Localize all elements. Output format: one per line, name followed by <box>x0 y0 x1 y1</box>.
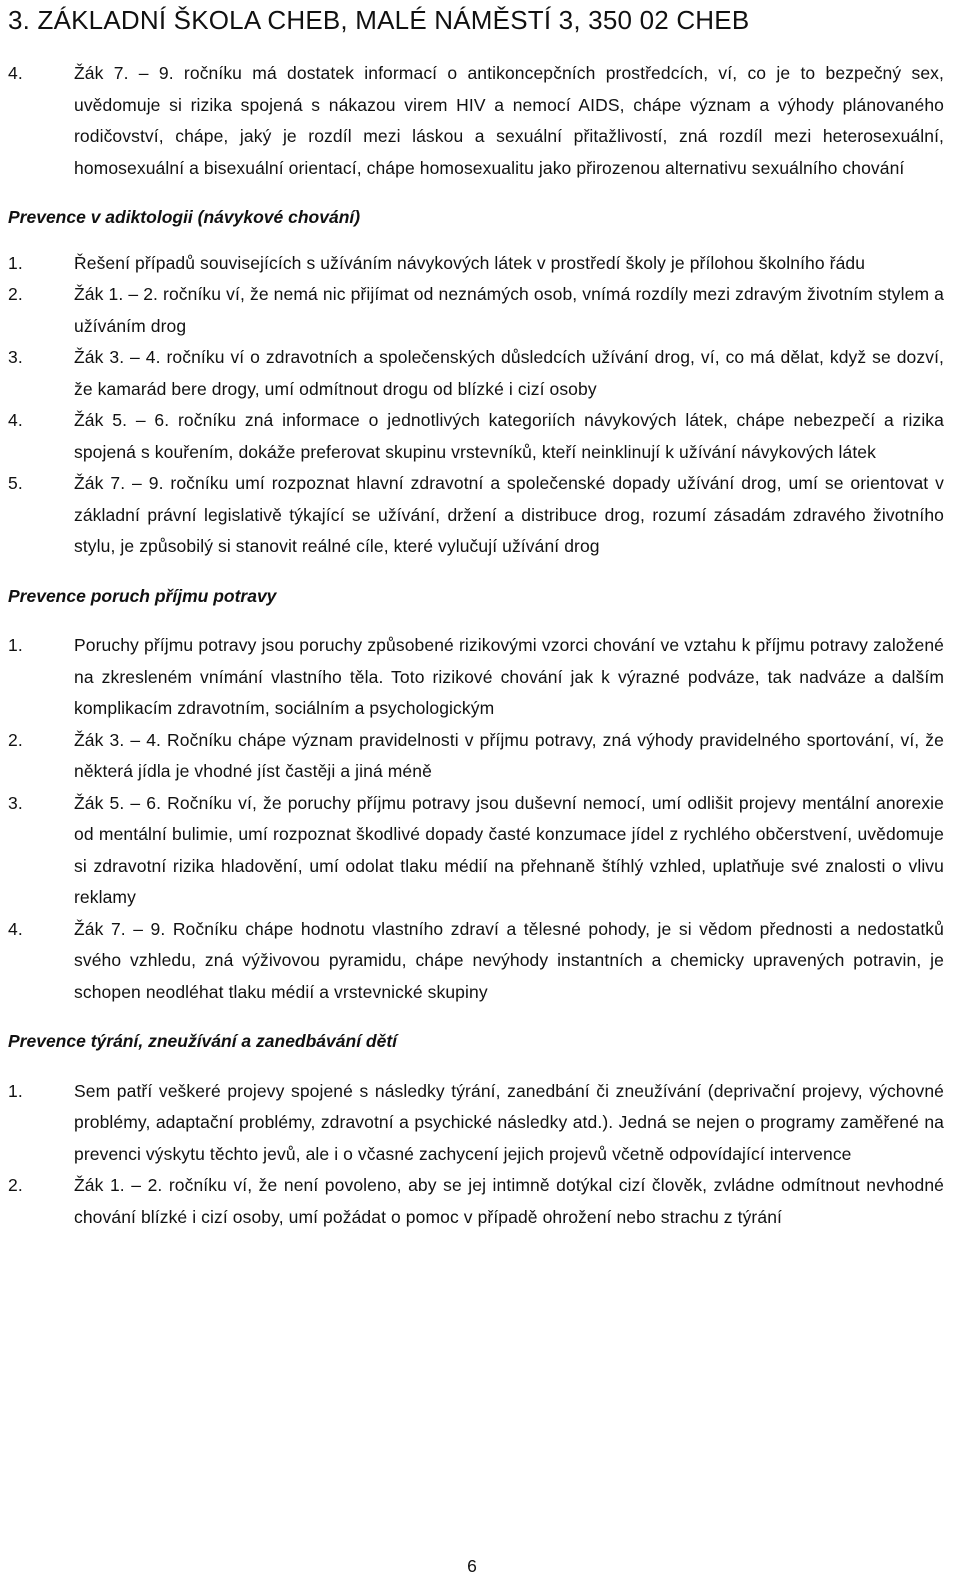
page-header-title: 3. ZÁKLADNÍ ŠKOLA CHEB, MALÉ NÁMĚSTÍ 3, 350 02 CHEB <box>8 5 750 35</box>
list-item <box>8 725 944 788</box>
list-item <box>8 279 944 342</box>
list-item <box>8 342 944 405</box>
list-item <box>8 468 944 563</box>
page-number: 6 <box>467 1556 477 1576</box>
item-text: Sem patří veškeré projevy spojené s následky týrání, zanedbání či zneužívání (deprivační projevy, výchovné problémy, adaptační problémy, zdravotní a psychické následky atd.). Jedná se nejen o programy zaměřené na prevenci výskytu těchto jevů, ale i o včasné zachycení jejich projevů včetně odpovídající intervence <box>74 1080 944 1164</box>
list-item <box>8 914 944 1009</box>
item-number: 3. <box>8 792 23 813</box>
item-text: Žák 3. – 4. ročníku ví o zdravotních a společenských důsledcích užívání drog, ví, co má dělat, když se dozví, že kamarád bere drogy, umí odmítnout drogu od blízké i cizí osoby <box>74 347 944 399</box>
item-number: 1. <box>8 635 23 655</box>
item-text: Poruchy příjmu potravy jsou poruchy způsobené rizikovými vzorci chování ve vztahu k příjmu potravy založené na zkresleném vnímání vlastního těla. Toto rizikové chování jak k výrazné podváze, tak nadváze a dalším komplikacím zdravotním, sociálním a psychologickým <box>74 635 944 718</box>
item-text: Žák 3. – 4. Ročníku chápe význam pravidelnosti v příjmu potravy, zná výhody pravidelného sportování, ví, že některá jídla je vhodné jíst častěji a jiná méně <box>74 729 944 781</box>
item-text: Řešení případů souvisejících s užíváním návykových látek v prostředí školy je přílohou školního řádu <box>74 252 866 273</box>
list-item <box>8 1076 944 1171</box>
item-number: 2. <box>8 284 23 304</box>
list-item <box>8 405 944 468</box>
item-number: 2. <box>8 1175 23 1195</box>
list-item <box>8 248 944 280</box>
item-number: 1. <box>8 1080 23 1101</box>
item-text: Žák 5. – 6. ročníku zná informace o jednotlivých kategoriích návykových látek, chápe nebezpečí a rizika spojená s kouřením, dokáže preferovat skupinu vrstevníků, kteří neinklinují k užívání návykových látek <box>74 410 944 462</box>
list-item <box>8 788 944 914</box>
item-text: Žák 1. – 2. ročníku ví, že není povoleno, aby se jej intimně dotýkal cizí člověk, zvládne odmítnout nevhodné chování blízké i cizí osoby, umí požádat o pomoc v případě ohrožení nebo strachu z týrání <box>74 1175 944 1227</box>
list-item <box>8 58 944 184</box>
section-heading-poruchy-prijmu: Prevence poruch příjmu potravy <box>8 585 277 606</box>
document-body <box>8 58 944 1233</box>
item-number: 1. <box>8 252 23 273</box>
item-number: 5. <box>8 473 23 493</box>
section-heading-adiktologie: Prevence v adiktologii (návykové chování) <box>8 207 361 227</box>
item-text: Žák 7. – 9. Ročníku chápe hodnotu vlastního zdraví a tělesné pohody, je si vědom přednosti a nedostatků svého vzhledu, zná výživovou pyramidu, chápe nevýhody instantních a chemicky upravených potravin, je schopen neodléhat tlaku médií a vrstevnické skupiny <box>74 918 944 1002</box>
item-number: 4. <box>8 410 23 430</box>
item-number: 2. <box>8 729 23 750</box>
item-text: Žák 7. – 9. ročníku umí rozpoznat hlavní zdravotní a společenské dopady užívání drog, umí se orientovat v základní právní legislativě týkající se užívání, držení a distribuce drog, rozumí zásadám zdravého životního stylu, je způsobilý si stanovit reálné cíle, které vylučují užívání drog <box>74 473 944 556</box>
section-heading-tyrani: Prevence týrání, zneužívání a zanedbávání dětí <box>8 1031 398 1051</box>
item-number: 4. <box>8 918 23 939</box>
list-item <box>8 630 944 725</box>
item-text: Žák 5. – 6. Ročníku ví, že poruchy příjmu potravy jsou duševní nemocí, umí odlišit projevy mentální anorexie od mentální bulimie, umí rozpoznat škodlivé dopady časté konzumace jídel z rychlého občerstvení, uvědomuje si zdravotní rizika hladovění, umí odolat tlaku médií na přehnaně štíhlý vzhled, uplatňuje své znalosti o vlivu reklamy <box>74 792 944 907</box>
item-text: Žák 1. – 2. ročníku ví, že nemá nic přijímat od neznámých osob, vnímá rozdíly mezi zdravým životním stylem a užíváním drog <box>74 284 944 336</box>
item-text: Žák 7. – 9. ročníku má dostatek informací o antikoncepčních prostředcích, ví, co je to bezpečný sex, uvědomuje si rizika spojená s nákazou virem HIV a nemocí AIDS, chápe význam a výhody plánovaného rodičovství, chápe, jaký je rozdíl mezi láskou a sexuální přitažlivostí, zná rozdíl mezi heterosexuální, homosexuální a bisexuální orientací, chápe homosexualitu jako přirozenou alternativu sexuálního chování <box>74 63 944 178</box>
item-number: 4. <box>8 63 23 83</box>
item-number: 3. <box>8 347 23 367</box>
list-item <box>8 1170 944 1233</box>
